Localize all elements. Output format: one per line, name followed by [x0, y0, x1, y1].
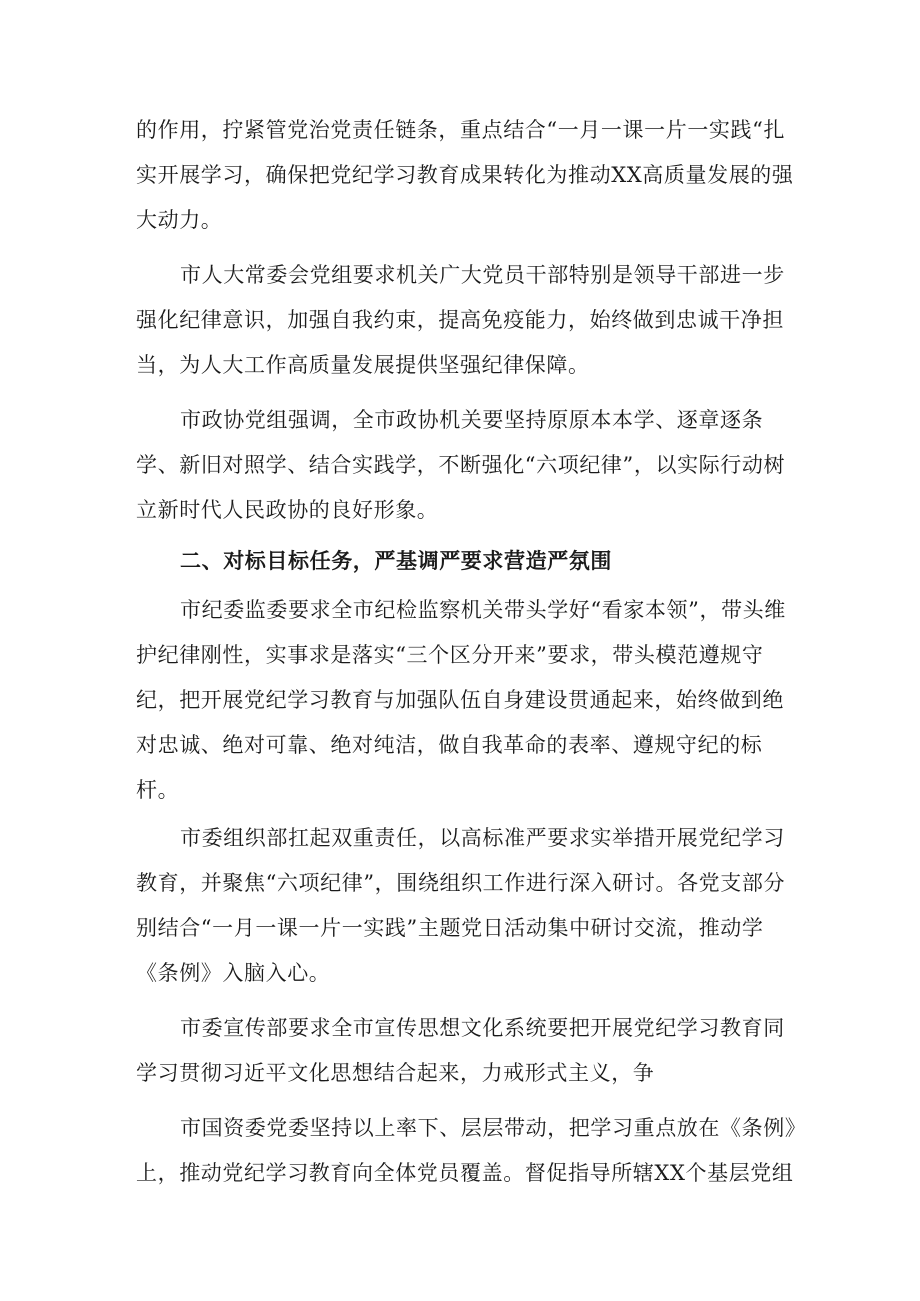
paragraph-discipline-commission: 市纪委监委要求全市纪检监察机关带头学好“看家本领”，带头维护纪律刚性，实事求是落实“三个区分开来”要求，带头模范遵规守纪，把开展党纪学习教育与加强队伍自身建设贯通起来，始终做到绝对忠诚、绝对可靠、绝对纯洁，做自我革命的表率、遵规守纪的标杆。: [136, 598, 786, 802]
paragraph-organization-department: 市委组织部扛起双重责任，以高标准严要求实举措开展党纪学习教育，并聚焦“六项纪律”，围绕组织工作进行深入研讨。各党支部分别结合“一月一课一片一实践”主题党日活动集中研讨交流，推动学《条例》入脑入心。: [136, 826, 786, 985]
paragraph-sasac: 市国资委党委坚持以上率下、层层带动，把学习重点放在《条例》上，推动党纪学习教育向全体党员覆盖。督促指导所辖XX个基层党组: [136, 1116, 796, 1185]
paragraph-publicity-department: 市委宣传部要求全市宣传思想文化系统要把开展党纪学习教育同学习贯彻习近平文化思想结合起来，力戒形式主义，争: [136, 1016, 785, 1085]
paragraph-cppcc: 市政协党组强调，全市政协机关要坚持原原本本学、逐章逐条学、新旧对照学、结合实践学，不断强化“六项纪律”，以实际行动树立新时代人民政协的良好形象。: [136, 408, 786, 522]
paragraph-npc-standing-committee: 市人大常委会党组要求机关广大党员干部特别是领导干部进一步强化纪律意识，加强自我约束，提高免疫能力，始终做到忠诚干净担当，为人大工作高质量发展提供坚强纪律保障。: [136, 263, 785, 377]
section-heading: 二、对标目标任务，严基调严要求营造严氛围: [180, 549, 612, 573]
paragraph-continuation: 的作用，拧紧管党治党责任链条，重点结合“一月一课一片一实践“扎实开展学习，确保把党纪学习教育成果转化为推动XX高质量发展的强大动力。: [136, 118, 794, 232]
